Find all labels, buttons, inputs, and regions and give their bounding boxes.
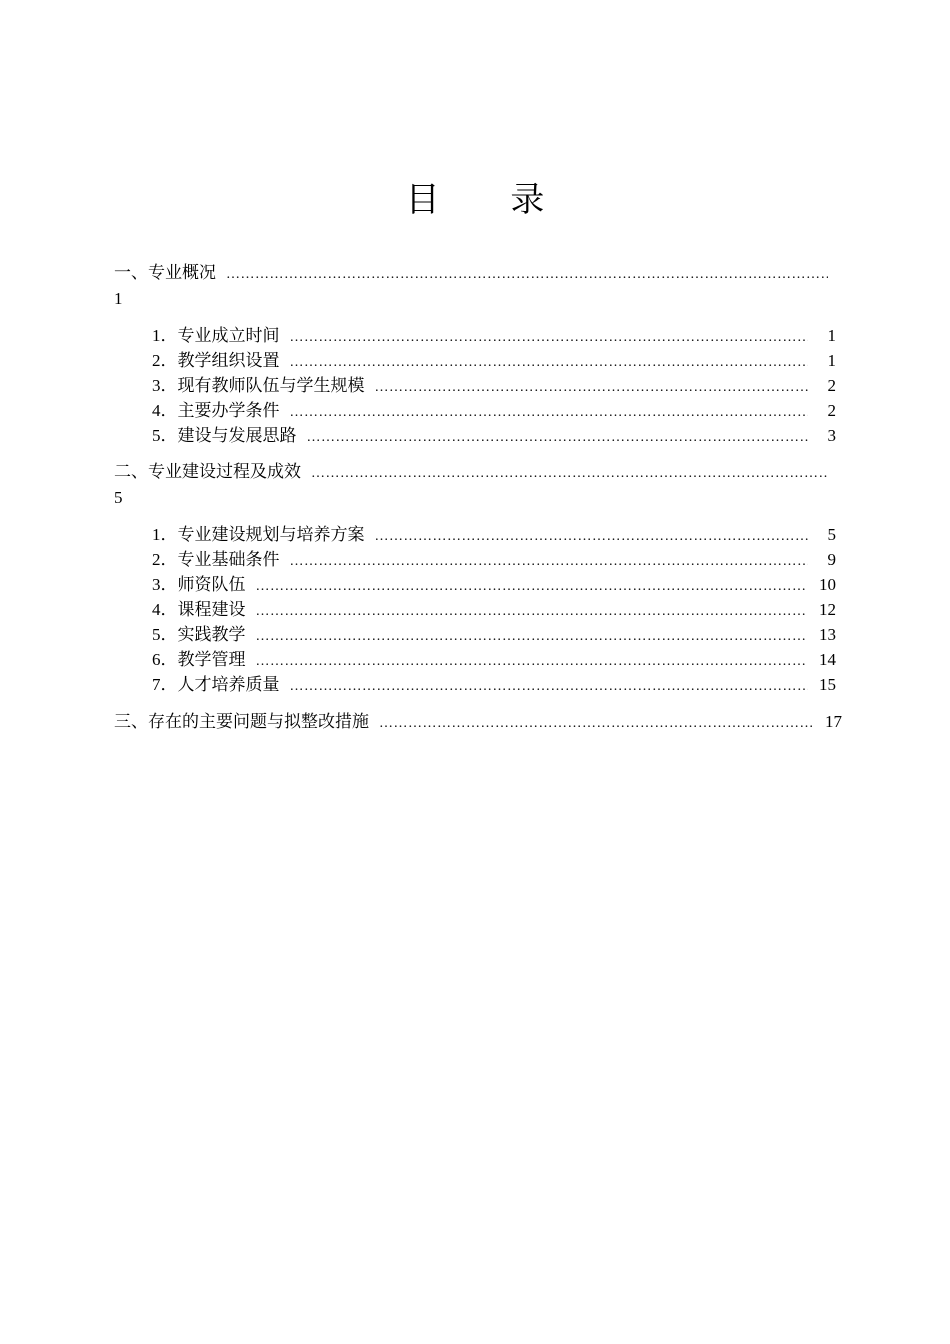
toc-item[interactable]	[152, 547, 836, 572]
toc-item-number: 4．	[152, 401, 178, 420]
toc-item-label: 课程建设	[177, 600, 246, 620]
dot-leader	[290, 549, 809, 574]
toc-item[interactable]	[152, 348, 836, 373]
toc-item[interactable]	[152, 373, 836, 398]
toc-item-label: 人才培养质量	[177, 675, 280, 695]
toc-item-number: 1．	[152, 326, 178, 345]
toc-section-label: 三、存在的主要问题与拟整改措施	[114, 712, 369, 732]
toc-item[interactable]	[152, 647, 836, 672]
toc-section-label: 二、专业建设过程及成效	[114, 462, 301, 482]
toc-item[interactable]	[152, 597, 836, 622]
toc-item-page: 1	[827, 326, 836, 345]
dot-leader	[290, 325, 809, 350]
dot-leader	[226, 262, 828, 287]
toc-item-page: 3	[827, 426, 836, 445]
toc-item-number: 2．	[152, 351, 178, 370]
toc-item-label: 专业成立时间	[177, 326, 280, 346]
toc-item-page: 2	[827, 401, 836, 420]
toc-section-page: 1	[114, 289, 123, 308]
dot-leader	[290, 400, 809, 425]
toc-item-label: 教学管理	[177, 650, 246, 670]
toc-item[interactable]	[152, 323, 836, 348]
dot-leader	[256, 624, 809, 649]
toc-item-page: 5	[827, 525, 836, 544]
toc-item-number: 3．	[152, 376, 178, 395]
toc-item-label: 教学组织设置	[177, 351, 280, 371]
toc-item[interactable]	[152, 423, 836, 448]
toc-item[interactable]	[152, 622, 836, 647]
toc-item[interactable]	[152, 398, 836, 423]
toc-item-number: 5．	[152, 625, 178, 644]
toc-item[interactable]	[152, 522, 836, 547]
toc-section-2[interactable]	[114, 460, 836, 485]
dot-leader	[307, 425, 809, 450]
toc-item-number: 6．	[152, 650, 178, 669]
dot-leader	[311, 461, 828, 486]
dot-leader	[379, 711, 814, 736]
toc-item-page: 10	[819, 575, 836, 594]
toc-item-label: 专业基础条件	[177, 550, 280, 570]
dot-leader	[375, 524, 809, 549]
toc-section-1[interactable]	[114, 261, 836, 286]
dot-leader	[290, 350, 809, 375]
toc-item-number: 7．	[152, 675, 178, 694]
dot-leader	[290, 674, 809, 699]
toc-section-page: 17	[825, 712, 842, 731]
toc-item-page: 14	[819, 650, 836, 669]
toc-section-label: 一、专业概况	[114, 263, 216, 283]
toc-title: 目 录	[405, 180, 575, 220]
toc-item-page: 12	[819, 600, 836, 619]
dot-leader	[256, 649, 809, 674]
toc-section-page: 5	[114, 488, 123, 507]
toc-item-number: 5．	[152, 426, 178, 445]
toc-item-page: 13	[819, 625, 836, 644]
toc-item-page: 9	[827, 550, 836, 569]
toc-item-label: 建设与发展思路	[177, 426, 297, 446]
toc-section-3[interactable]	[114, 709, 842, 734]
toc-item-number: 4．	[152, 600, 178, 619]
toc-item-number: 2．	[152, 550, 178, 569]
dot-leader	[256, 599, 809, 624]
toc-item-label: 主要办学条件	[177, 401, 280, 421]
toc-item-page: 1	[827, 351, 836, 370]
dot-leader	[256, 574, 809, 599]
toc-item-page: 2	[827, 376, 836, 395]
toc-item-label: 师资队伍	[177, 575, 246, 595]
toc-item-page: 15	[819, 675, 836, 694]
toc-item-label: 实践教学	[177, 625, 246, 645]
toc-item[interactable]	[152, 572, 836, 597]
toc-item[interactable]	[152, 672, 836, 697]
toc-item-number: 3．	[152, 575, 178, 594]
dot-leader	[375, 375, 809, 400]
toc-item-label: 现有教师队伍与学生规模	[177, 376, 365, 396]
toc-item-number: 1．	[152, 525, 178, 544]
toc-item-label: 专业建设规划与培养方案	[177, 525, 365, 545]
